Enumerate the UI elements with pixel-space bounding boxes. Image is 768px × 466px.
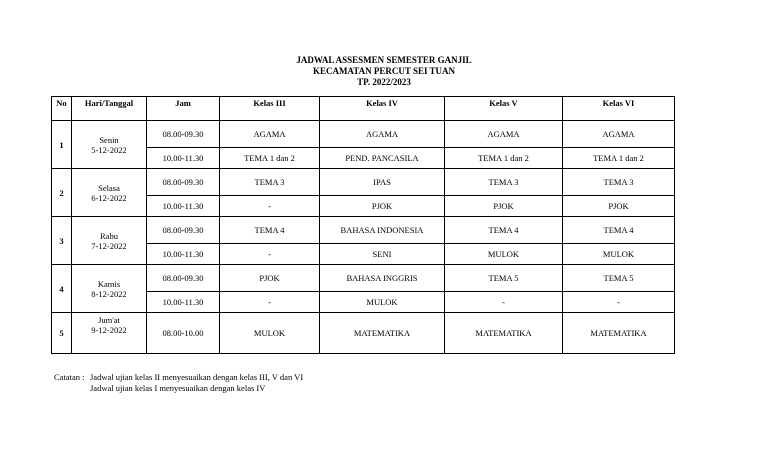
- row-number: 5: [52, 313, 72, 354]
- subject-cell: -: [445, 292, 563, 313]
- subject-cell: SENI: [320, 244, 445, 265]
- time-cell: 08.00-09.30: [147, 121, 220, 148]
- document-subtitle-year: TP. 2022/2023: [357, 77, 411, 87]
- time-cell: 10.00-11.30: [147, 244, 220, 265]
- header-row: [52, 97, 675, 121]
- day-name: Jum'at: [98, 315, 120, 325]
- day-cell: [72, 265, 147, 313]
- subject-cell: MATEMATIKA: [320, 313, 445, 354]
- subject-cell: AGAMA: [320, 121, 445, 148]
- subject-cell: TEMA 5: [445, 265, 563, 292]
- day-date: 8-12-2022: [91, 288, 127, 299]
- table-row: [52, 217, 675, 244]
- schedule-table: [51, 96, 675, 354]
- day-name: Rabu: [100, 230, 118, 241]
- document-title: JADWAL ASSESMEN SEMESTER GANJIL: [296, 55, 472, 65]
- subject-cell: AGAMA: [220, 121, 320, 148]
- subject-cell: -: [563, 292, 675, 313]
- subject-cell: TEMA 1 dan 2: [563, 148, 675, 169]
- time-cell: 08.00-09.30: [147, 265, 220, 292]
- col-header-day: Hari/Tanggal: [72, 97, 147, 121]
- day-name: Selasa: [98, 182, 120, 193]
- subject-cell: MULOK: [220, 313, 320, 354]
- subject-cell: PJOK: [320, 196, 445, 217]
- day-date: 9-12-2022: [91, 325, 127, 335]
- subject-cell: MULOK: [563, 244, 675, 265]
- col-header-kelas-5: Kelas V: [445, 97, 563, 121]
- day-cell: [72, 313, 147, 354]
- row-number: 1: [52, 121, 72, 169]
- subject-cell: TEMA 5: [563, 265, 675, 292]
- subject-cell: PJOK: [445, 196, 563, 217]
- time-cell: 10.00-11.30: [147, 292, 220, 313]
- col-header-no: No: [52, 97, 72, 121]
- subject-cell: -: [220, 292, 320, 313]
- subject-cell: TEMA 1 dan 2: [220, 148, 320, 169]
- note-text: Jadwal ujian kelas II menyesuaikan dengan kelas III, V dan VI: [90, 372, 304, 382]
- subject-cell: BAHASA INGGRIS: [320, 265, 445, 292]
- subject-cell: MATEMATIKA: [445, 313, 563, 354]
- col-header-kelas-3: Kelas III: [220, 97, 320, 121]
- subject-cell: IPAS: [320, 169, 445, 196]
- document-subtitle-district: KECAMATAN PERCUT SEI TUAN: [312, 66, 456, 76]
- row-number: 2: [52, 169, 72, 217]
- subject-cell: TEMA 4: [563, 217, 675, 244]
- day-cell: [72, 217, 147, 265]
- table-row: [52, 313, 675, 354]
- notes-section: [54, 372, 303, 394]
- col-header-kelas-4: Kelas IV: [320, 97, 445, 121]
- day-cell: [72, 169, 147, 217]
- subject-cell: PEND. PANCASILA: [320, 148, 445, 169]
- note-line: [54, 372, 303, 383]
- subject-cell: TEMA 3: [563, 169, 675, 196]
- subject-cell: TEMA 3: [220, 169, 320, 196]
- table-row: [52, 121, 675, 148]
- time-cell: 10.00-11.30: [147, 196, 220, 217]
- subject-cell: TEMA 1 dan 2: [445, 148, 563, 169]
- day-name: Senin: [99, 134, 119, 145]
- subject-cell: MULOK: [445, 244, 563, 265]
- time-cell: 08.00-09.30: [147, 217, 220, 244]
- table-row: [52, 265, 675, 292]
- subject-cell: MULOK: [320, 292, 445, 313]
- subject-cell: AGAMA: [563, 121, 675, 148]
- subject-cell: -: [220, 244, 320, 265]
- time-cell: 08.00-09.30: [147, 169, 220, 196]
- subject-cell: PJOK: [563, 196, 675, 217]
- table-row: [52, 169, 675, 196]
- time-cell: 08.00-10.00: [147, 313, 220, 354]
- subject-cell: PJOK: [220, 265, 320, 292]
- col-header-time: Jam: [147, 97, 220, 121]
- row-number: 4: [52, 265, 72, 313]
- row-number: 3: [52, 217, 72, 265]
- note-text: Jadwal ujian kelas I menyesuaikan dengan kelas IV: [90, 383, 266, 393]
- subject-cell: -: [220, 196, 320, 217]
- subject-cell: BAHASA INDONESIA: [320, 217, 445, 244]
- subject-cell: AGAMA: [445, 121, 563, 148]
- note-line: [54, 383, 303, 394]
- col-header-kelas-6: Kelas VI: [563, 97, 675, 121]
- day-date: 5-12-2022: [91, 144, 127, 155]
- subject-cell: TEMA 4: [445, 217, 563, 244]
- day-date: 6-12-2022: [91, 192, 127, 203]
- day-name: Kamis: [97, 278, 121, 289]
- subject-cell: MATEMATIKA: [563, 313, 675, 354]
- subject-cell: TEMA 3: [445, 169, 563, 196]
- notes-label: Catatan :: [54, 372, 85, 382]
- day-date: 7-12-2022: [91, 240, 127, 251]
- time-cell: 10.00-11.30: [147, 148, 220, 169]
- day-cell: [72, 121, 147, 169]
- subject-cell: TEMA 4: [220, 217, 320, 244]
